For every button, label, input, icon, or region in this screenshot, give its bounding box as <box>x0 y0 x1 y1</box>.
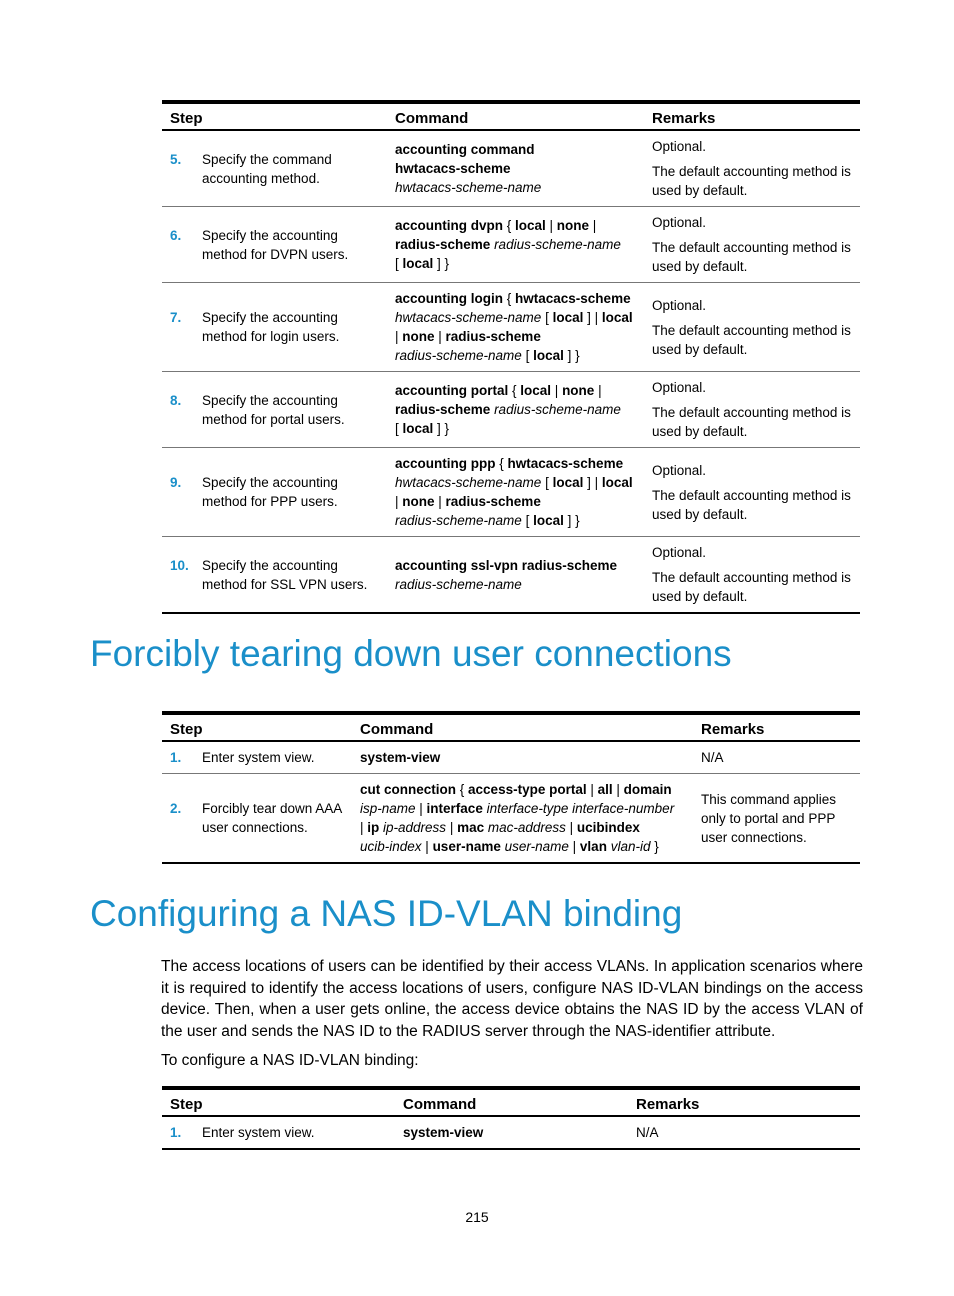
remarks-cell <box>644 537 860 614</box>
cmd-keyword: radius-scheme <box>445 494 541 509</box>
command-cell: accounting ppp { hwtacacs-scheme hwtacacs-scheme-name [ local ] | local | none | radius-scheme radius-scheme-name [ local ] } <box>387 448 644 537</box>
remark-text: The default accounting method is used by default. <box>652 164 851 198</box>
cmd-argument: hwtacacs-scheme-name <box>395 475 542 490</box>
cmd-keyword: none <box>562 383 595 398</box>
cmd-keyword: ucibindex <box>576 820 640 835</box>
cmd-keyword: ip <box>367 820 380 835</box>
step-text: Specify the accounting method for portal users. <box>202 392 345 427</box>
cmd-keyword: user-name <box>432 839 501 854</box>
cmd-keyword: hwtacacs-scheme <box>507 456 624 471</box>
cmd-keyword: mac <box>457 820 485 835</box>
teardown-table <box>162 711 860 864</box>
page-number: 215 <box>465 1209 489 1225</box>
cmd-keyword: local <box>601 310 633 325</box>
step-text: Specify the accounting method for SSL VPN users. <box>202 557 368 592</box>
step-cell <box>162 207 387 283</box>
cmd-keyword: hwtacacs-scheme <box>395 161 511 176</box>
step-text: Enter system view. <box>202 750 315 765</box>
command-cell: accounting dvpn { local | none | radius-scheme radius-scheme-name [ local ] } <box>387 207 644 283</box>
remark-text: The default accounting method is used by default. <box>652 487 851 522</box>
remark-text: The default accounting method is used by default. <box>652 405 851 439</box>
step-number: 8. <box>170 392 182 408</box>
remarks-cell <box>644 283 860 372</box>
header-remarks: Remarks <box>693 713 860 741</box>
step-cell <box>162 448 387 537</box>
step-cell <box>162 741 352 774</box>
cmd-argument: radius-scheme-name <box>395 348 522 363</box>
step-cell <box>162 537 387 614</box>
table-row <box>162 372 860 448</box>
cmd-keyword: access-type portal <box>468 782 587 797</box>
cmd-keyword: local <box>552 475 584 490</box>
step-text: Specify the command accounting method. <box>202 151 332 186</box>
table-header-row <box>162 713 860 741</box>
body-paragraph-intro: To configure a NAS ID-VLAN binding: <box>161 1052 419 1069</box>
command-cell: accounting portal { local | none | radius-scheme radius-scheme-name [ local ] } <box>387 372 644 448</box>
header-step: Step <box>162 1088 395 1116</box>
command-cell <box>395 1116 628 1149</box>
cmd-keyword: cut connection <box>360 782 457 797</box>
header-command: Command <box>387 102 644 130</box>
cmd-keyword: radius-scheme <box>395 402 491 417</box>
cmd-keyword: system-view <box>403 1125 484 1140</box>
step-number: 10. <box>170 557 189 573</box>
step-cell <box>162 283 387 372</box>
step-text: Specify the accounting method for PPP users. <box>202 475 338 509</box>
step-number: 9. <box>170 475 182 490</box>
command-cell <box>387 537 644 614</box>
cmd-keyword: radius-scheme <box>395 237 491 252</box>
step-number: 2. <box>170 801 182 816</box>
cmd-keyword: accounting portal <box>395 383 509 398</box>
accounting-method-table <box>162 100 860 614</box>
cmd-keyword: local <box>520 383 552 398</box>
remark-text: Optional. <box>652 215 707 230</box>
cmd-keyword: none <box>402 494 435 509</box>
remark-text: The default accounting method is used by default. <box>652 570 851 604</box>
cmd-keyword: local <box>601 475 633 490</box>
header-remarks: Remarks <box>644 102 860 130</box>
cmd-argument: isp-name <box>360 801 416 816</box>
cmd-keyword: local <box>402 256 434 271</box>
remarks-cell: N/A <box>701 750 724 765</box>
table-row <box>162 207 860 283</box>
cmd-argument: user-name <box>504 839 569 854</box>
cmd-keyword: accounting dvpn <box>395 218 503 233</box>
body-paragraph: The access locations of users can be identified by their access VLANs. In application scenarios where it is required to identify the access locations of users, configure NAS ID-VLAN bindings on the access device. Then, when a user gets online, the access device obtains the NAS ID by the access VLAN of the user and sends the NAS ID to the RADIUS server through the NAS-identifier attribute. <box>161 958 863 1040</box>
cmd-argument: radius-scheme-name <box>494 402 621 417</box>
cmd-argument: hwtacacs-scheme-name <box>395 310 542 325</box>
cmd-keyword: domain <box>623 782 672 797</box>
step-number: 1. <box>170 1125 182 1140</box>
cmd-keyword: local <box>515 218 546 233</box>
step-number: 1. <box>170 750 182 765</box>
cmd-keyword: interface <box>426 801 483 816</box>
table-row <box>162 1116 860 1149</box>
remarks-cell <box>644 372 860 448</box>
header-step: Step <box>162 713 352 741</box>
table-row <box>162 537 860 614</box>
step-text: Forcibly tear down AAA user connections. <box>202 801 342 835</box>
cmd-keyword: local <box>533 513 564 528</box>
step-text: Specify the accounting method for DVPN users. <box>202 227 349 262</box>
step-text: Enter system view. <box>202 1125 315 1140</box>
step-cell <box>162 130 387 207</box>
remarks-cell <box>644 448 860 537</box>
header-command: Command <box>395 1088 628 1116</box>
cmd-keyword: none <box>402 329 435 344</box>
cmd-argument: radius-scheme-name <box>494 237 621 252</box>
cmd-keyword: local <box>402 421 434 436</box>
cmd-argument: radius-scheme-name <box>395 576 522 592</box>
table-row <box>162 283 860 372</box>
remark-text: Optional. <box>652 462 707 478</box>
cmd-keyword: hwtacacs-scheme <box>515 291 631 306</box>
header-command: Command <box>352 713 693 741</box>
cmd-keyword: accounting command <box>395 142 535 157</box>
step-cell <box>162 774 352 864</box>
section-heading-teardown: Forcibly tearing down user connections <box>90 633 732 674</box>
table-row <box>162 774 860 864</box>
cmd-keyword: vlan <box>579 839 607 854</box>
nas-id-vlan-table <box>162 1086 860 1150</box>
cmd-keyword: local <box>552 310 584 325</box>
cmd-keyword: accounting ssl-vpn radius-scheme <box>395 557 618 573</box>
remark-text: The default accounting method is used by default. <box>652 240 851 274</box>
cmd-argument: hwtacacs-scheme-name <box>395 180 542 195</box>
remark-text: Optional. <box>652 545 707 560</box>
cmd-keyword: none <box>556 218 590 233</box>
cmd-argument: radius-scheme-name <box>395 513 522 528</box>
remarks-cell: N/A <box>636 1125 659 1140</box>
cmd-argument: vlan-id <box>610 839 651 854</box>
remark-text: Optional. <box>652 380 707 395</box>
header-remarks: Remarks <box>628 1088 860 1116</box>
step-cell <box>162 372 387 448</box>
table-row <box>162 130 860 207</box>
table-header-row <box>162 102 860 130</box>
cmd-keyword: system-view <box>360 750 441 765</box>
remarks-cell <box>644 207 860 283</box>
cmd-keyword: accounting ppp <box>395 456 496 471</box>
remarks-cell: This command applies only to portal and PPP user connections. <box>693 774 860 864</box>
step-text: Specify the accounting method for login users. <box>202 310 340 344</box>
section-heading-nas-id-vlan: Configuring a NAS ID-VLAN binding <box>90 893 683 934</box>
command-cell: accounting login { hwtacacs-scheme hwtacacs-scheme-name [ local ] | local | none | radius-scheme radius-scheme-name [ local ] } <box>387 283 644 372</box>
command-cell <box>352 741 693 774</box>
table-row <box>162 741 860 774</box>
remark-text: The default accounting method is used by default. <box>652 322 851 357</box>
step-cell <box>162 1116 395 1149</box>
remark-text: Optional. <box>652 139 707 154</box>
cmd-argument: ip-address <box>383 820 447 835</box>
header-step: Step <box>162 102 387 130</box>
table-row <box>162 448 860 537</box>
remarks-cell <box>644 130 860 207</box>
cmd-keyword: radius-scheme <box>445 329 541 344</box>
cmd-keyword: accounting login <box>395 291 503 306</box>
table-header-row <box>162 1088 860 1116</box>
cmd-argument: mac-address <box>487 820 566 835</box>
remark-text: Optional. <box>652 297 707 313</box>
cmd-keyword: local <box>533 348 564 363</box>
step-number: 7. <box>170 310 182 325</box>
cmd-argument: interface-type interface-number <box>486 801 675 816</box>
step-number: 6. <box>170 227 182 243</box>
step-number: 5. <box>170 151 182 167</box>
cmd-keyword: all <box>597 782 613 797</box>
cmd-argument: ucib-index <box>360 839 422 854</box>
command-cell <box>387 130 644 207</box>
command-cell: cut connection { access-type portal | all | domain isp-name | interface interface-type interface-number | ip ip-address | mac mac-address | ucibindex ucib-index | user-name user-name | vlan vlan-id } <box>352 774 693 864</box>
